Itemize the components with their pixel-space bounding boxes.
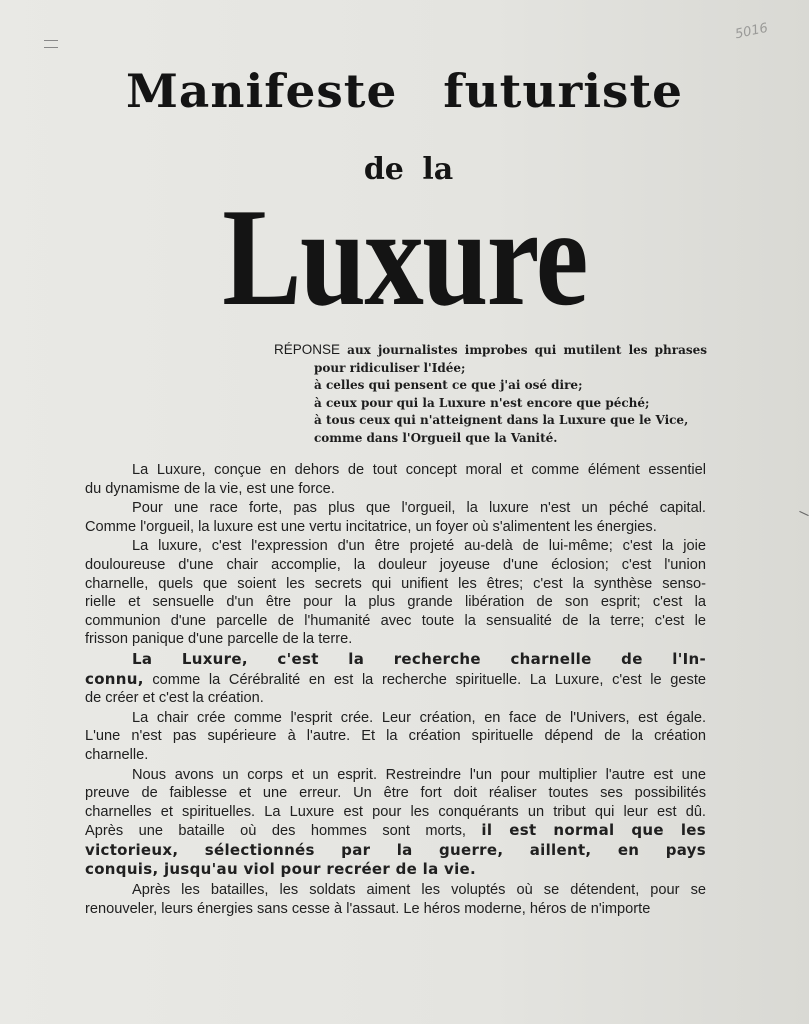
bold-text: connu,	[85, 669, 144, 688]
text-line	[85, 709, 706, 728]
text-line	[85, 480, 706, 499]
response-lead: RÉPONSE	[274, 342, 341, 357]
text: rielle et sensuelle d'un être pour la plus grande libération de son esprit; c'est la	[85, 594, 706, 611]
paragraph	[85, 461, 706, 498]
text: Après les batailles, les soldats aiment les voluptés où se détendent, pour se	[132, 882, 706, 899]
text-line	[85, 593, 706, 612]
text-line	[85, 670, 706, 690]
margin-mark	[44, 40, 58, 48]
text-line	[85, 784, 706, 803]
bold-text: conquis, jusqu'au viol pour recréer de la vie.	[85, 860, 477, 879]
text: charnelle.	[85, 746, 149, 763]
text-line	[85, 881, 706, 900]
response-line	[274, 341, 707, 360]
text: de créer et c'est la création.	[85, 690, 264, 707]
bold-text: il est normal que les	[481, 821, 706, 840]
text-line	[85, 556, 706, 575]
paragraph	[85, 537, 706, 649]
text: preuve de faiblesse et une erreur. Un être fort doit réaliser toutes ses possibilités	[85, 785, 706, 802]
text-line	[85, 766, 706, 785]
response-text: aux journalistes improbes qui mutilent les phrases	[347, 343, 708, 357]
bold-text: La Luxure, c'est la recherche charnelle de l'In-	[132, 649, 706, 668]
text: Nous avons un corps et un esprit. Restreindre l'un pour multiplier l'autre est une	[132, 766, 706, 783]
text-line	[85, 499, 706, 518]
text-line	[85, 900, 706, 919]
text: comme la Cérébralité en est la recherche spirituelle. La Luxure, c'est le geste	[143, 671, 706, 688]
text: douloureuse d'une chair accomplie, la douleur joyeuse d'une éclosion; c'est l'union	[85, 556, 706, 573]
text-line	[85, 537, 706, 556]
text-line	[85, 461, 706, 480]
paragraph	[85, 881, 706, 918]
paragraph	[85, 499, 706, 536]
text-line	[85, 575, 706, 594]
response-line: à ceux pour qui la Luxure n'est encore que péché;	[314, 395, 650, 410]
text: La Luxure, conçue en dehors de tout concept moral et comme élément essentiel	[132, 462, 706, 478]
text-line	[85, 630, 706, 649]
response-line: à tous ceux qui n'atteignent dans la Luxure que le Vice,	[314, 413, 689, 428]
text: frisson panique d'une parcelle de la terre.	[85, 631, 353, 648]
text-line	[85, 650, 706, 670]
text-line	[85, 689, 706, 708]
text: charnelle, quels que soient les secrets qui unifient les êtres; c'est la synthèse senso-	[85, 575, 706, 592]
paragraph	[85, 766, 706, 881]
text: Après une bataille où des hommes sont morts,	[85, 823, 482, 840]
text: Pour une race forte, pas plus que l'orgueil, la luxure n'est un péché capital.	[132, 500, 706, 517]
text-line	[85, 803, 706, 822]
title-line-2: de la	[363, 152, 454, 187]
text-line	[85, 746, 706, 765]
text-line	[85, 841, 706, 861]
text: du dynamisme de la vie, est une force.	[85, 480, 335, 497]
text-line	[85, 727, 706, 746]
text: La luxure, c'est l'expression d'un être projeté au-delà de lui-même; c'est la joie	[132, 538, 706, 555]
response-line: à celles qui pensent ce que j'ai osé dire;	[314, 378, 583, 393]
text: L'une n'est pas supérieure à l'autre. Et la création spirituelle dépend de la création	[85, 728, 706, 745]
text-line	[85, 612, 706, 631]
manifesto-body	[85, 460, 706, 918]
title-line-1: Manifeste futuriste	[125, 64, 684, 118]
paragraph	[85, 709, 706, 765]
text-line	[85, 821, 706, 841]
text-line	[85, 860, 706, 880]
text: Comme l'orgueil, la luxure est une vertu incitatrice, un foyer où s'alimentent les énergies.	[85, 518, 657, 535]
title-luxure: Luxure	[222, 180, 587, 335]
paragraph	[85, 650, 706, 708]
text: communion d'une parcelle de l'humanité avec toute la sensualité de la terre; c'est le	[85, 612, 706, 629]
handwritten-note: 5016	[733, 20, 770, 43]
text: charnelles et spirituelles. La Luxure est pour les conquérants un tribut qui leur est dû.	[85, 803, 706, 820]
text-line	[85, 518, 706, 537]
response-line: comme dans l'Orgueil que la Vanité.	[314, 430, 558, 445]
response-block	[274, 341, 707, 448]
bold-text: victorieux, sélectionnés par la guerre, aillent, en pays	[85, 840, 706, 859]
text: renouveler, leurs énergies sans cesse à l'assaut. Le héros moderne, héros de n'importe	[85, 900, 651, 917]
response-line: pour ridiculiser l'Idée;	[314, 360, 466, 375]
text: La chair crée comme l'esprit crée. Leur création, en face de l'Univers, est égale.	[132, 709, 706, 726]
